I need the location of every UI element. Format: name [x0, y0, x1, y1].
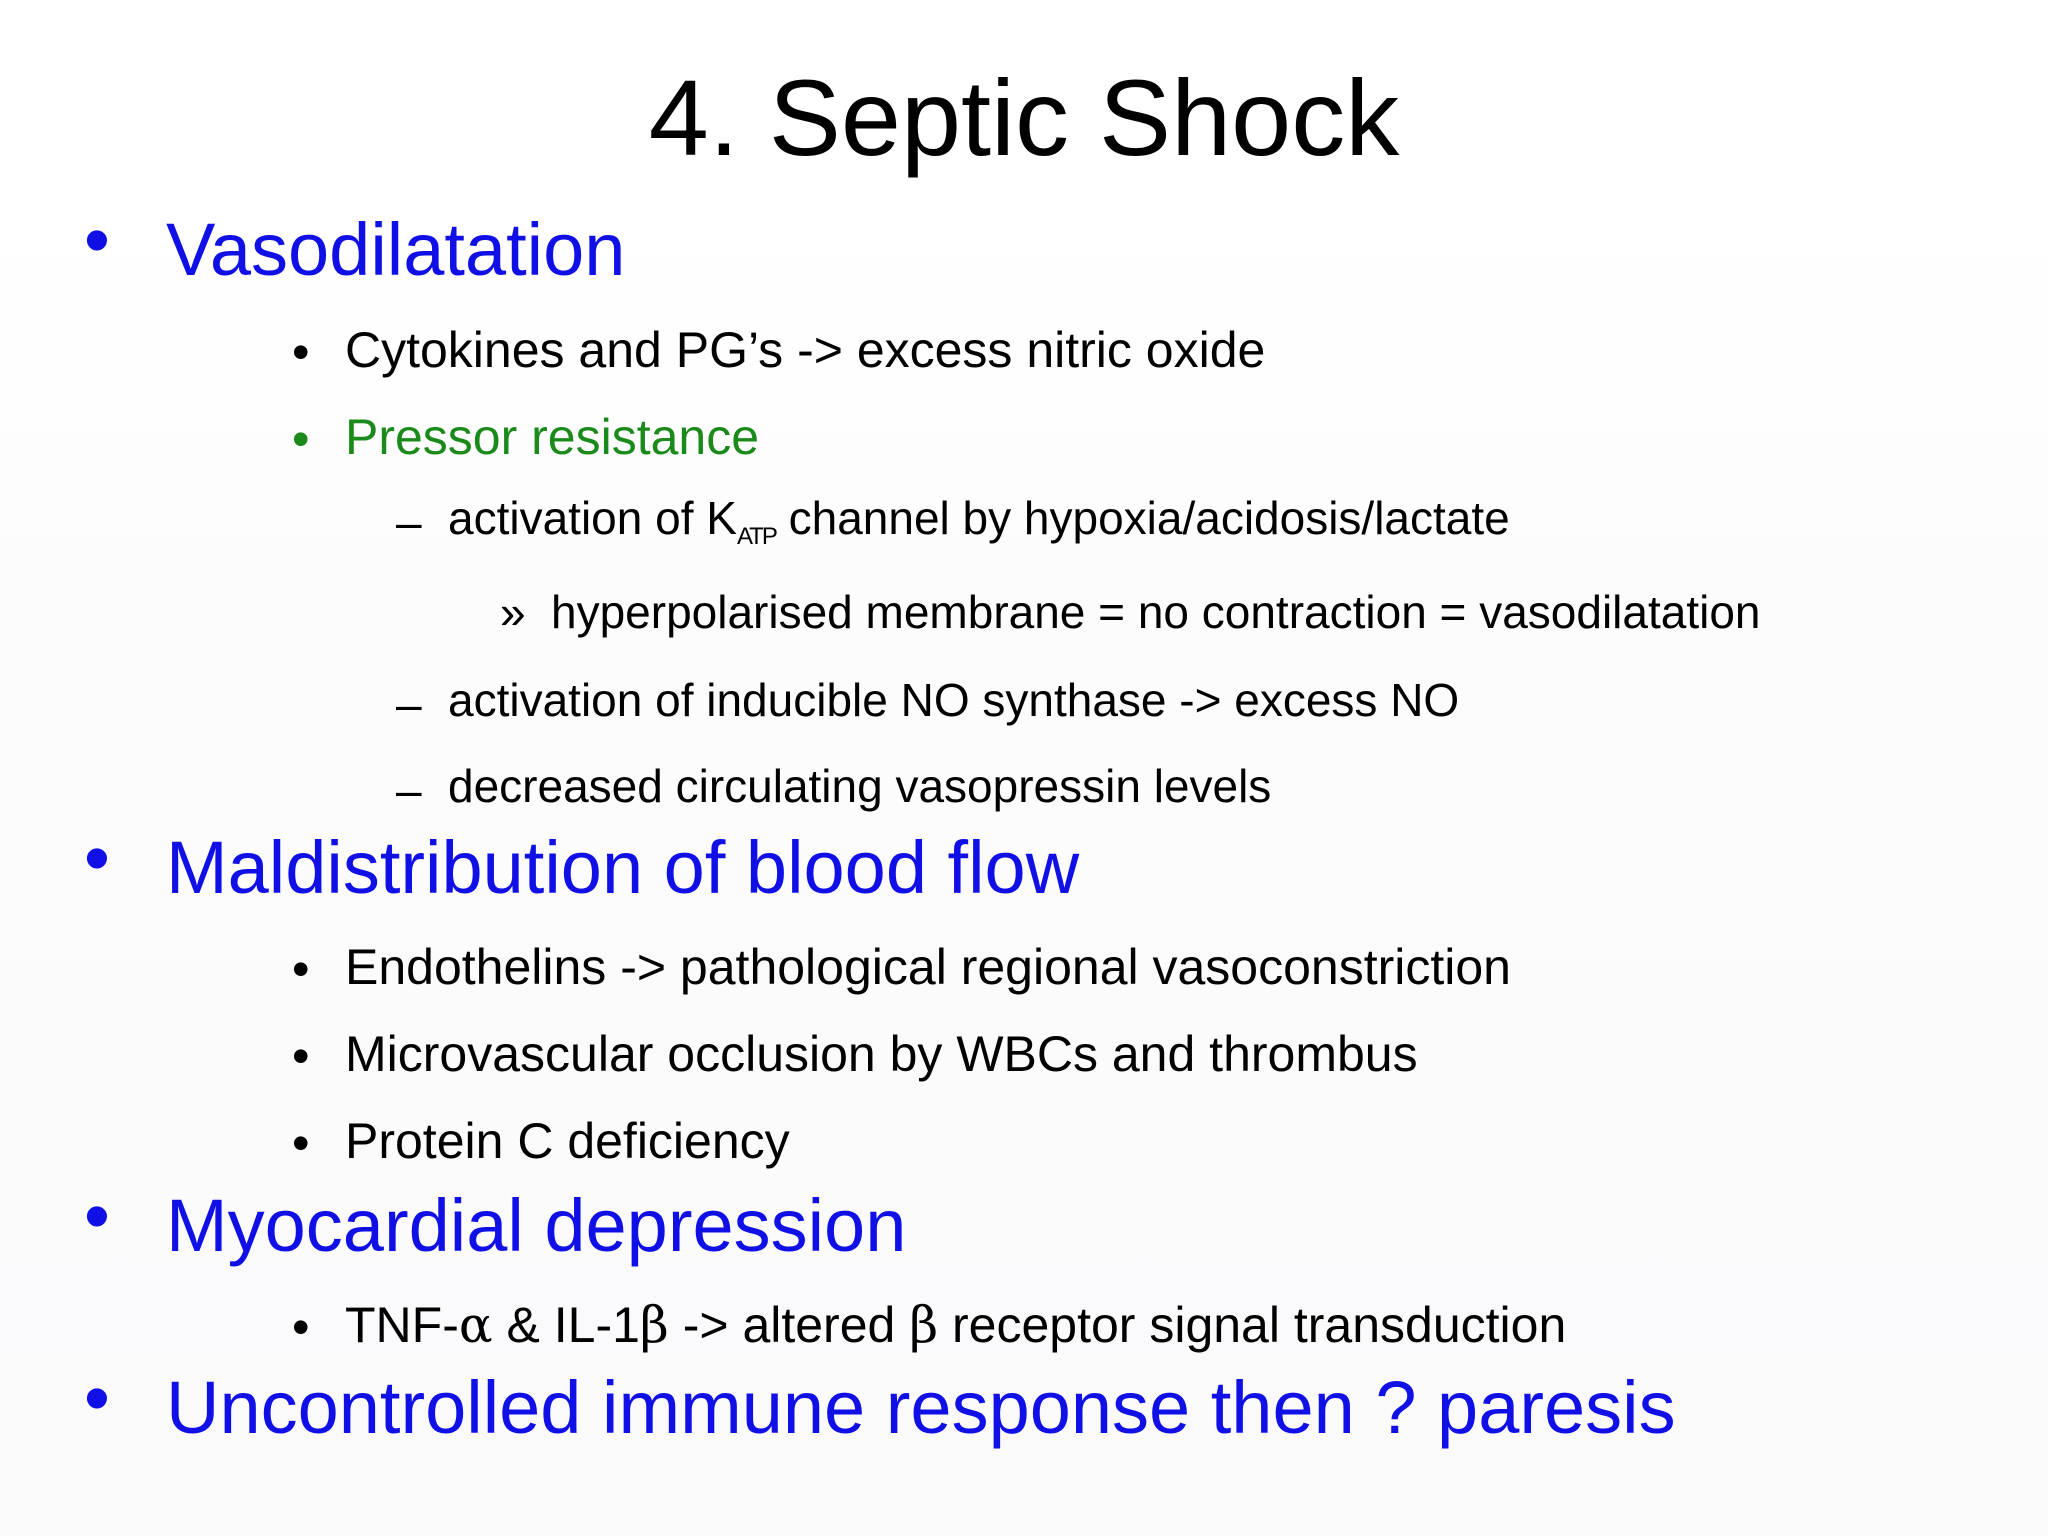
- heading-immune-response: Uncontrolled immune response then ? paresis: [166, 1366, 1676, 1449]
- heading-maldistribution: Maldistribution of blood flow: [166, 826, 1080, 909]
- katp-subscript: ATP: [736, 523, 776, 550]
- bullet-dot: •: [292, 411, 310, 467]
- alpha-symbol: α: [458, 1296, 493, 1354]
- beta-symbol: β: [909, 1296, 939, 1354]
- list-item-vasopressin: decreased circulating vasopressin levels: [448, 760, 1272, 812]
- bullet-dot: •: [292, 1028, 310, 1084]
- tnf-text-4: receptor signal transduction: [938, 1297, 1567, 1353]
- list-item-hyperpolarised: hyperpolarised membrane = no contraction = vasodilatation: [551, 586, 1761, 638]
- bullet-dot-myocardial: •: [84, 1174, 110, 1257]
- bullet-dot: •: [292, 324, 310, 380]
- bullet-dash: –: [396, 764, 422, 816]
- bullet-dash: –: [396, 678, 422, 730]
- tnf-text-2: & IL-1: [492, 1297, 640, 1353]
- bullet-dash: –: [396, 496, 422, 548]
- bullet-dot-vasodilatation: •: [84, 198, 110, 281]
- katp-post-text: channel by hypoxia/acidosis/lactate: [775, 492, 1510, 544]
- list-item-pressor-resistance: Pressor resistance: [345, 409, 760, 465]
- bullet-dot-immune: •: [84, 1356, 110, 1439]
- heading-vasodilatation: Vasodilatation: [166, 208, 626, 291]
- katp-pre-text: activation of K: [448, 492, 737, 544]
- tnf-text-3: -> altered: [668, 1297, 910, 1353]
- bullet-dot-maldistribution: •: [84, 816, 110, 899]
- bullet-dot: •: [292, 1299, 310, 1355]
- slide-title: 4. Septic Shock: [648, 57, 1400, 178]
- bullet-raquo: »: [500, 586, 526, 638]
- bullet-dot: •: [292, 941, 310, 997]
- list-item-inos: activation of inducible NO synthase -> excess NO: [448, 674, 1460, 726]
- bullet-dot: •: [292, 1115, 310, 1171]
- list-item-katp: [448, 490, 1510, 565]
- list-item-endothelins: Endothelins -> pathological regional vasoconstriction: [345, 939, 1511, 995]
- heading-myocardial: Myocardial depression: [166, 1184, 907, 1267]
- list-item-protein-c: Protein C deficiency: [345, 1113, 790, 1169]
- list-item-tnf: [345, 1295, 1566, 1355]
- list-item-cytokines: Cytokines and PG’s -> excess nitric oxide: [345, 322, 1266, 378]
- beta-symbol: β: [639, 1296, 669, 1354]
- tnf-text-1: TNF-: [345, 1297, 459, 1353]
- list-item-microvascular: Microvascular occlusion by WBCs and thrombus: [345, 1026, 1418, 1082]
